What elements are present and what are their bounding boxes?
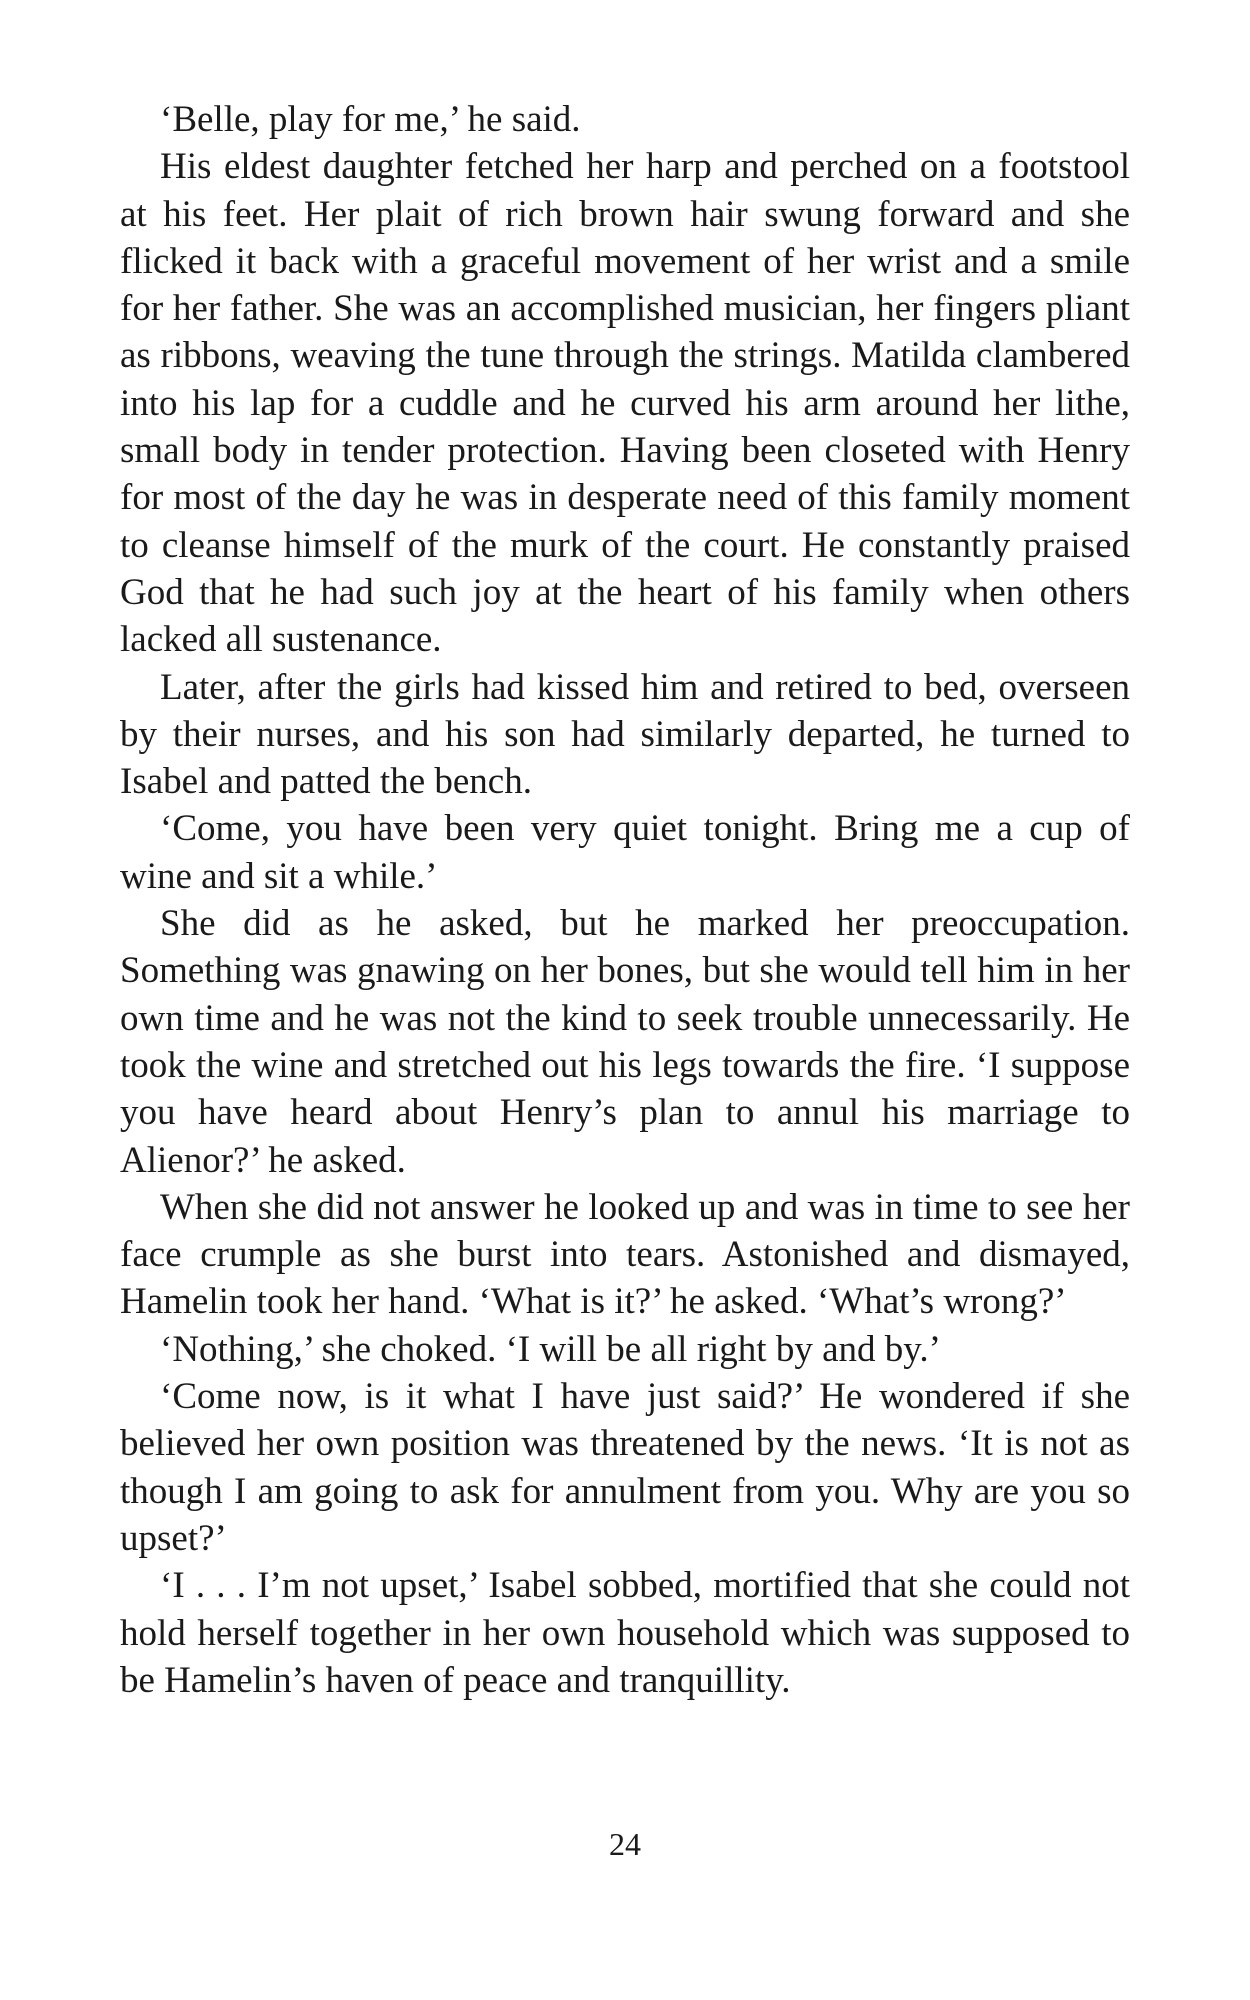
paragraph-1: ‘Belle, play for me,’ he said. xyxy=(160,99,581,140)
paragraph-9: ‘I . . . I’m not upset,’ Isabel sobbed, mortified that she could not hold herself together in her own household which was supposed to be Hamelin’s haven of peace and tranquillity. xyxy=(120,1565,1130,1701)
paragraph-7: ‘Nothing,’ she choked. ‘I will be all right by and by.’ xyxy=(160,1328,941,1370)
paragraph-4: ‘Come, you have been very quiet tonight. Bring me a cup of wine and sit a while.’ xyxy=(120,808,1130,897)
paragraph-5: She did as he asked, but he marked her preoccupation. Something was gnawing on her bones, but she would tell him in her own time and he was not the kind to seek trouble unnecessarily. He took the wine and stretched out his legs towards the fire. ‘I suppose you have heard about Henry’s plan to annul his marriage to Alienor?’ he asked. xyxy=(120,903,1130,1181)
paragraph-2: His eldest daughter fetched her harp and perched on a footstool at his feet. Her plait of rich brown hair swung forward and she flicked it back with a graceful movement of her wrist and a smile for her father. She was an accomplished musician, her fingers pliant as ribbons, weaving the tune through the strings. Matilda clambered into his lap for a cuddle and he curved his arm around her lithe, small body in tender protection. Having been closeted with Henry for most of the day he was in desperate need of this family moment to cleanse himself of the murk of the court. He constantly praised God that he had such joy at the heart of his family when others lacked all sustenance. xyxy=(120,146,1130,661)
paragraph-3: Later, after the girls had kissed him and retired to bed, overseen by their nurses, and his son had similarly departed, he turned to Isabel and patted the bench. xyxy=(120,666,1130,803)
body-text xyxy=(120,96,1130,1704)
paragraph-8: ‘Come now, is it what I have just said?’ He wondered if she believed her own position was threatened by the news. ‘It is not as though I am going to ask for annulment from you. Why are you so upset?’ xyxy=(120,1376,1130,1559)
paragraph-6: When she did not answer he looked up and was in time to see her face crumple as she burst into tears. Astonished and dismayed, Hamelin took her hand. ‘What is it?’ he asked. ‘What’s wrong?’ xyxy=(120,1186,1130,1323)
page-number: 24 xyxy=(609,1826,641,1862)
